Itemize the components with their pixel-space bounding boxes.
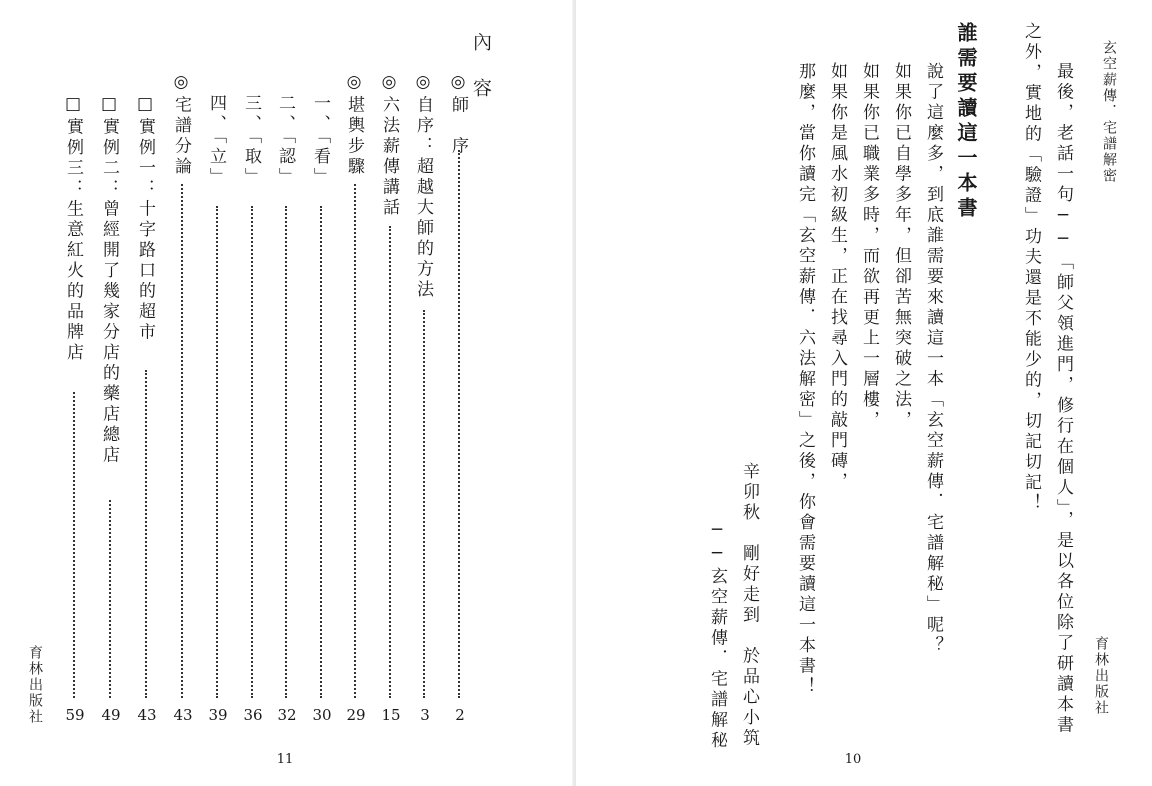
leader-dots bbox=[423, 310, 425, 698]
leader-dots bbox=[251, 206, 253, 698]
toc-entry-label: ◎師 序 bbox=[448, 72, 468, 157]
leader-dots bbox=[354, 184, 356, 698]
leader-dots bbox=[320, 206, 322, 698]
page-number: 11 bbox=[276, 752, 294, 767]
section-heading: 誰需要讀這一本書 bbox=[954, 22, 978, 222]
leader-dots bbox=[109, 500, 111, 698]
toc-entry-label: ◎堪輿步驟 bbox=[344, 72, 364, 178]
toc-entry-page: 49 bbox=[101, 706, 121, 724]
leader-dots bbox=[145, 370, 147, 698]
toc-entry-page: 36 bbox=[243, 706, 263, 724]
publisher-name: 育林出版社 bbox=[1093, 636, 1109, 716]
toc-entry-label: ◎自序：超越大師的方法 bbox=[413, 72, 433, 301]
left-page bbox=[0, 0, 575, 786]
publisher-name: 育林出版社 bbox=[27, 645, 43, 725]
toc-entry-label: □實例二：曾經開了幾家分店的藥店總店 bbox=[99, 94, 119, 466]
toc-entry-page: 29 bbox=[346, 706, 366, 724]
toc-entry-label: □實例一：十字路口的超市 bbox=[135, 94, 155, 343]
leader-dots bbox=[285, 206, 287, 698]
toc-entry-page: 32 bbox=[277, 706, 297, 724]
toc-entry-label: □實例三：生意紅火的品牌店 bbox=[63, 94, 83, 364]
toc-entry-page: 59 bbox=[65, 706, 85, 724]
signature-line: ──玄空薪傳．宅譜解秘 bbox=[707, 520, 727, 752]
toc-entry-page: 2 bbox=[455, 706, 465, 724]
running-header: 玄空薪傳．宅譜解密 bbox=[1101, 40, 1117, 184]
toc-title: 內 容 bbox=[470, 32, 492, 101]
toc-entry-label: 三、「取」 bbox=[241, 94, 261, 188]
toc-entry-page: 43 bbox=[137, 706, 157, 724]
leader-dots bbox=[458, 150, 460, 698]
page-number: 10 bbox=[844, 752, 862, 767]
text-column: 如果你已職業多時，而欲再更上一層樓， bbox=[859, 62, 879, 431]
leader-dots bbox=[216, 206, 218, 698]
toc-entry-label: 一、「看」 bbox=[310, 94, 330, 188]
text-column: 那麼，當你讀完「玄空薪傳．六法解密」之後，你會需要讀這一本書！ bbox=[795, 62, 815, 698]
toc-entry-label: 二、「認」 bbox=[275, 94, 295, 188]
text-column: 如果你是風水初級生，正在找尋入門的敲門磚， bbox=[827, 62, 847, 493]
toc-entry-page: 3 bbox=[420, 706, 430, 724]
text-column: 最後，老話一句──「師父領進門，修行在個人」，是以各位除了研讀本書 bbox=[1053, 62, 1073, 736]
leader-dots bbox=[73, 392, 75, 698]
toc-entry-page: 30 bbox=[312, 706, 332, 724]
right-page bbox=[576, 0, 1152, 786]
toc-entry-label: ◎宅譜分論 bbox=[171, 72, 191, 178]
text-column: 說了這麼多，到底誰需要來讀這一本「玄空薪傳．宅譜解秘」呢？ bbox=[923, 62, 943, 657]
toc-entry-page: 15 bbox=[381, 706, 401, 724]
toc-entry-label: ◎六法薪傳講話 bbox=[379, 72, 399, 219]
toc-entry-page: 39 bbox=[208, 706, 228, 724]
leader-dots bbox=[181, 184, 183, 698]
text-column: 之外，實地的「驗證」功夫還是不能少的，切記切記！ bbox=[1021, 22, 1041, 514]
text-column: 如果你已自學多年，但卻苦無突破之法， bbox=[891, 62, 911, 431]
toc-entry-page: 43 bbox=[173, 706, 193, 724]
toc-entry-label: 四、「立」 bbox=[206, 94, 226, 188]
signature-line: 辛卯秋 剛好走到 於品心小筑 bbox=[739, 462, 759, 749]
leader-dots bbox=[389, 226, 391, 698]
